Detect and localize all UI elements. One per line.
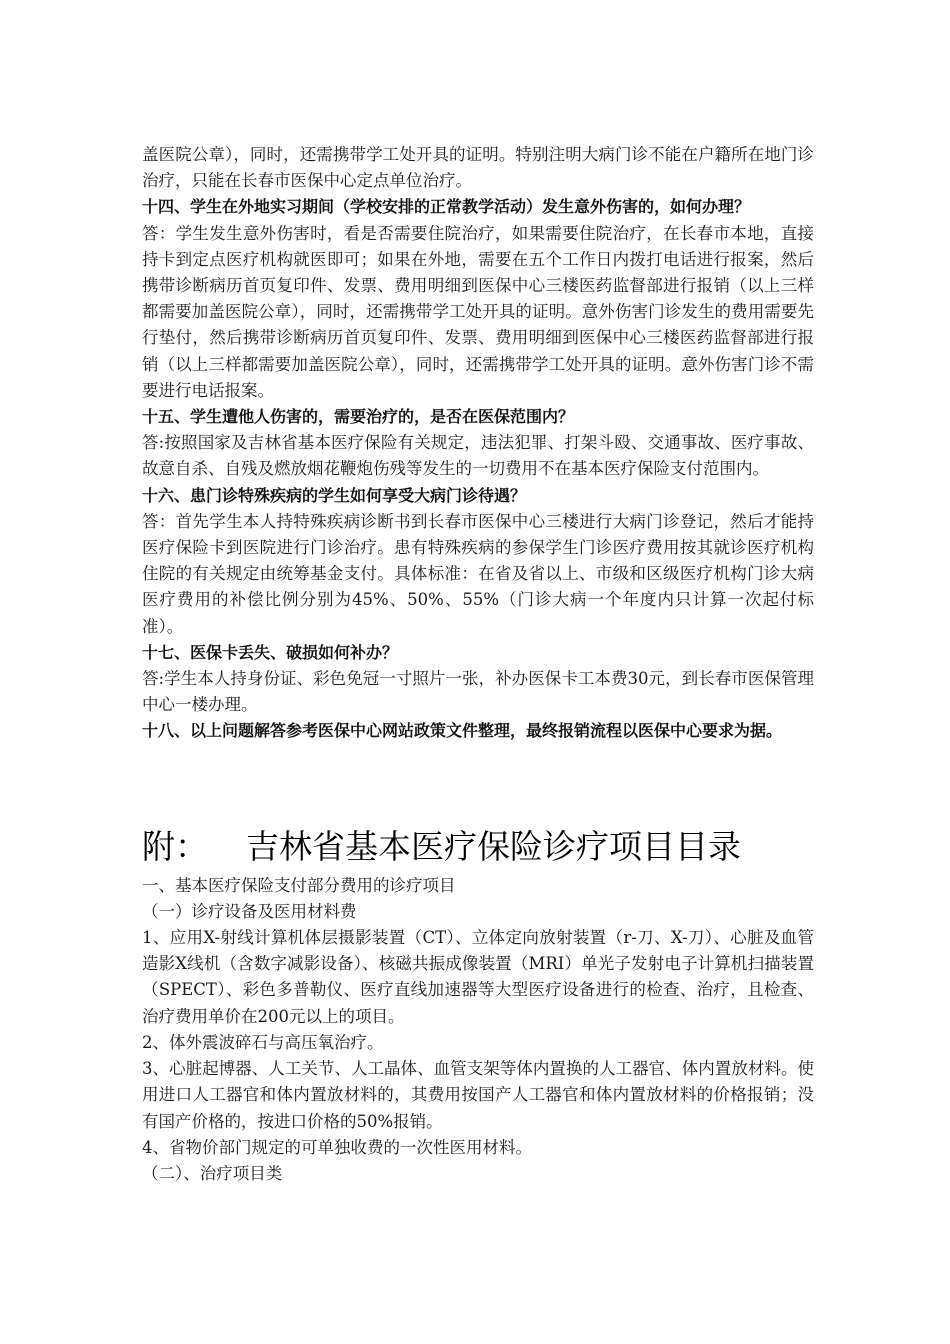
appendix-item: 3、心脏起博器、人工关节、人工晶体、血管支架等体内置换的人工器官、体内置放材料。使用进口人工器官和体内置放材料的，其费用按国产人工器官和体内置放材料的价格报销；没有国产价格的，按进口价格的50%报销。: [142, 1059, 814, 1131]
answer-paragraph: 盖医院公章），同时，还需携带学工处开具的证明。特别注明大病门诊不能在户籍所在地门诊治疗，只能在长春市医保中心定点单位治疗。: [142, 145, 814, 191]
appendix-item: 2、体外震波碎石与高压氧治疗。: [142, 1032, 384, 1052]
appendix-item: 1、应用X-射线计算机体层摄影装置（CT）、立体定向放射装置（r-刀、X-刀）、心脏及血管造影X线机（含数字减影设备）、核磁共振成像装置（MRI）单光子发射电子计算机扫描装置（SPECT）、彩色多普勒仪、医疗直线加速器等大型医疗设备进行的检查、治疗，且检查、治疗费用单价在200元以上的项目。: [142, 928, 814, 1026]
appendix-section-heading: 一、基本医疗保险支付部分费用的诊疗项目: [142, 875, 456, 895]
question-heading-16: 十六、患门诊特殊疾病的学生如何享受大病门诊待遇？: [142, 485, 527, 505]
answer-paragraph: 答:按照国家及吉林省基本医疗保险有关规定，违法犯罪、打架斗殴、交通事故、医疗事故、故意自杀、自残及燃放烟花鞭炮伤残等发生的一切费用不在基本医疗保险支付范围内。: [142, 433, 814, 479]
answer-paragraph: 答：学生发生意外伤害时，看是否需要住院治疗，如果需要住院治疗，在长春市本地，直接持卡到定点医疗机构就医即可；如果在外地，需要在五个工作日内拨打电话进行报案，然后携带诊断病历首页复印件、发票、费用明细到医保中心三楼医药监督部进行报销（以上三样都需要加盖医院公章），同时，还需携带学工处开具的证明。意外伤害门诊发生的费用需要先行垫付，然后携带诊断病历首页复印件、发票、费用明细到医保中心三楼医药监督部进行报销（以上三样都需要加盖医院公章），同时，还需携带学工处开具的证明。意外伤害门诊不需要进行电话报案。: [142, 223, 814, 400]
question-heading-17: 十七、医保卡丢失、破损如何补办？: [142, 642, 399, 662]
appendix-title-text: 吉林省基本医疗保险诊疗项目目录: [246, 826, 741, 866]
question-heading-15: 十五、学生遭他人伤害的，需要治疗的，是否在医保范围内？: [142, 407, 575, 427]
section-spacer: [142, 745, 814, 823]
answer-paragraph: 答:学生本人持身份证、彩色免冠一寸照片一张，补办医保卡工本费30元，到长春市医保管理中心一楼办理。: [142, 669, 814, 715]
question-heading-14: 十四、学生在外地实习期间（学校安排的正常教学活动）发生意外伤害的，如何办理？: [142, 197, 751, 217]
document-page: [142, 142, 814, 1187]
appendix-subsection-heading: （二）、治疗项目类: [142, 1163, 283, 1183]
appendix-title: [142, 823, 814, 871]
appendix-item: 4、省物价部门规定的可单独收费的一次性医用材料。: [142, 1137, 532, 1157]
question-heading-18: 十八、以上问题解答参考医保中心网站政策文件整理，最终报销流程以医保中心要求为据。: [142, 721, 783, 741]
appendix-subsection-heading: （一）诊疗设备及医用材料费: [142, 901, 357, 921]
appendix-prefix: 附：: [142, 826, 208, 866]
answer-paragraph: 答：首先学生本人持特殊疾病诊断书到长春市医保中心三楼进行大病门诊登记，然后才能持医疗保险卡到医院进行门诊治疗。患有特殊疾病的参保学生门诊医疗费用按其就诊医疗机构住院的有关规定由统筹基金支付。具体标准：在省及省以上、市级和区级医疗机构门诊大病医疗费用的补偿比例分别为45%、50%、55%（门诊大病一个年度内只计算一次起付标准）。: [142, 511, 814, 636]
